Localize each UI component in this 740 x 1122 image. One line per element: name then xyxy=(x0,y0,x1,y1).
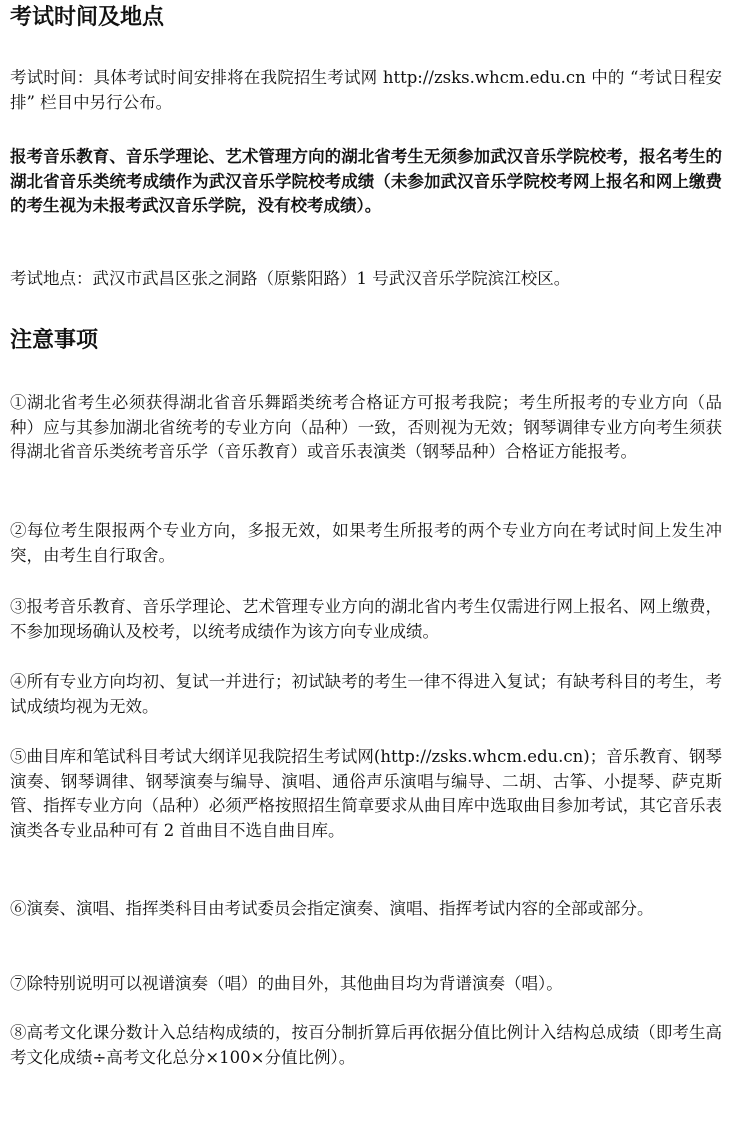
note-item-5: ⑤曲目库和笔试科目考试大纲详见我院招生考试网(http://zsks.whcm.edu.cn)；音乐教育、钢琴演奏、钢琴调律、钢琴演奏与编导、演唱、通俗声乐演唱与编导、二胡、古筝、小提琴、萨克斯管、指挥专业方向（品种）必须严格按照招生简章要求从曲目库中选取曲目参加考试，其它音乐表演类各专业品种可有 2 首曲目不选自曲目库。 xyxy=(10,747,722,840)
note-item-7: ⑦除特别说明可以视谱演奏（唱）的曲目外，其他曲目均为背谱演奏（唱）。 xyxy=(10,974,563,993)
exam-time-location-heading: 考试时间及地点 xyxy=(10,5,165,30)
note-item-8: ⑧高考文化课分数计入总结构成绩的，按百分制折算后再依据分值比例计入结构总成绩（即考生高考文化成绩÷高考文化总分×100×分值比例）。 xyxy=(10,1023,722,1067)
notes-heading: 注意事项 xyxy=(10,328,99,353)
exam-time-paragraph: 考试时间：具体考试时间安排将在我院招生考试网 http://zsks.whcm.edu.cn 中的 “考试日程安排” 栏目中另行公布。 xyxy=(10,68,722,112)
note-item-1: ①湖北省考生必须获得湖北省音乐舞蹈类统考合格证方可报考我院；考生所报考的专业方向（品种）应与其参加湖北省统考的专业方向（品种）一致，否则视为无效；钢琴调律专业方向考生须获得湖北省音乐类统考音乐学（音乐教育）或音乐表演类（钢琴品种）合格证方能报考。 xyxy=(10,393,722,461)
exam-location-paragraph: 考试地点：武汉市武昌区张之洞路（原紫阳路）1 号武汉音乐学院滨江校区。 xyxy=(10,269,571,288)
note-item-6: ⑥演奏、演唱、指挥类科目由考试委员会指定演奏、演唱、指挥考试内容的全部或部分。 xyxy=(10,899,654,918)
note-item-4: ④所有专业方向均初、复试一并进行；初试缺考的考生一律不得进入复试；有缺考科目的考生，考试成绩均视为无效。 xyxy=(10,672,722,716)
hubei-notice-paragraph: 报考音乐教育、音乐学理论、艺术管理方向的湖北省考生无须参加武汉音乐学院校考，报名考生的湖北省音乐类统考成绩作为武汉音乐学院校考成绩（未参加武汉音乐学院校考网上报名和网上缴费的考生视为未报考武汉音乐学院，没有校考成绩）。 xyxy=(10,147,722,215)
note-item-2: ②每位考生限报两个专业方向，多报无效，如果考生所报考的两个专业方向在考试时间上发生冲突，由考生自行取舍。 xyxy=(10,521,722,565)
note-item-3: ③报考音乐教育、音乐学理论、艺术管理专业方向的湖北省内考生仅需进行网上报名、网上缴费，不参加现场确认及校考，以统考成绩作为该方向专业成绩。 xyxy=(10,597,722,641)
